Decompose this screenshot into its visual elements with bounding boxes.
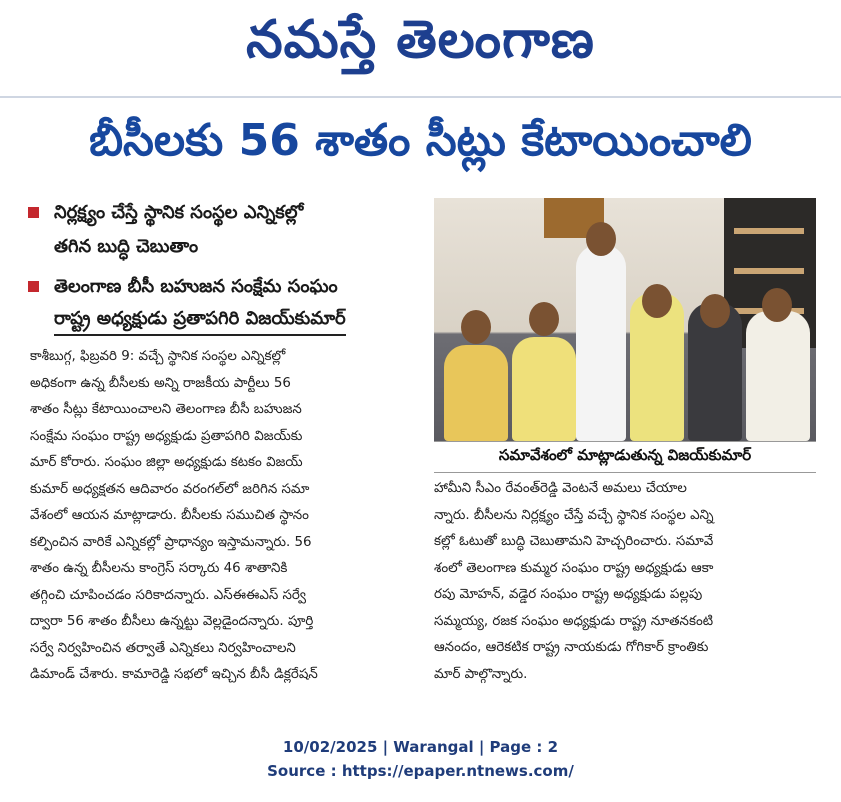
article-headline: బీసీలకు 56 శాతం సీట్లు కేటాయించాలి	[89, 115, 752, 166]
person-head	[586, 222, 616, 256]
masthead-title: నమస్తే తెలంగాణ	[246, 9, 595, 70]
body-line: వేశంలో ఆయన మాట్లాడారు. బీసీలకు సముచిత స్థానం	[30, 508, 309, 523]
person-head	[700, 294, 730, 328]
body-line: అధికంగా ఉన్న బీసీలకు అన్ని రాజకీయ పార్టీలు 56	[30, 375, 291, 391]
source-link[interactable]: Source : https://epaper.ntnews.com/	[267, 762, 574, 780]
body-line: కల్లో ఓటుతో బుద్ధి చెబుతామని హెచ్చరించారు. సమావే	[434, 534, 714, 549]
person-figure	[576, 245, 626, 441]
article-photo	[434, 198, 816, 441]
body-line: మార్ పాల్గొన్నారు.	[434, 666, 528, 682]
highlight-line: తెలంగాణ బీసీ బహుజన సంక్షేమ సంఘం	[54, 276, 338, 297]
body-line: కల్పించిన వారికే ఎన్నికల్లో ప్రాధాన్యం ఇస్తామన్నారు. 56	[30, 534, 312, 550]
person-figure	[746, 311, 810, 441]
edition-info: 10/02/2025 | Warangal | Page : 2	[282, 738, 559, 756]
person-head	[762, 288, 792, 322]
body-line: ద్వారా 56 శాతం బీసీలు ఉన్నట్టు వెల్లడైందన్నారు. పూర్తి	[30, 614, 314, 629]
body-line: శాతం ఉన్న బీసీలను కాంగ్రెస్ సర్కారు 46 శాతానికి	[30, 561, 288, 576]
article-body-right	[434, 476, 816, 688]
highlight-line: తగిన బుద్ధి చెబుతాం	[54, 236, 199, 257]
body-line: ఆనందం, ఆరెకటిక రాష్ట్ర నాయకుడు గోగికార్ క్రాంతికు	[434, 640, 709, 655]
news-clipping	[0, 96, 841, 724]
body-line: రపు మోహన్, వడ్డెర సంఘం రాష్ట్ర అధ్యక్షుడు పల్లపు	[434, 587, 703, 602]
body-line: తగ్గించి చూపించడం సరికాదన్నారు. ఎస్‌ఈఈఎస్ సర్వే	[30, 587, 306, 603]
body-line: శంలో తెలంగాణ కుమ్మర సంఘం రాష్ట్ర అధ్యక్షుడు ఆకా	[434, 560, 714, 576]
body-line: శాతం సీట్లు కేటాయించాలని తెలంగాణ బీసీ బహుజన	[30, 402, 302, 417]
person-figure	[444, 345, 508, 441]
person-figure	[512, 337, 576, 441]
person-head	[529, 302, 559, 336]
body-line: సర్వే నిర్వహించిన తర్వాతే ఎన్నికలు నిర్వహించాలని	[30, 640, 296, 656]
body-line: కాశీబుగ్గ, ఫిబ్రవరి 9: వచ్చే స్థానిక సంస్థల ఎన్నికల్లో	[30, 349, 286, 364]
highlight-line: రాష్ట్ర అధ్యక్షుడు ప్రతాపగిరి విజయ్‌కుమార్	[54, 304, 346, 336]
person-head	[461, 310, 491, 344]
page-footer	[0, 738, 841, 780]
highlight-item	[28, 270, 428, 336]
body-line: డిమాండ్ చేశారు. కామారెడ్డి సభలో ఇచ్చిన బీసీ డిక్లరేషన్	[30, 667, 318, 682]
body-line: కుమార్ అధ్యక్షతన ఆదివారం వరంగల్‌లో జరిగిన సమా	[30, 481, 310, 497]
body-line: సంక్షేమ సంఘం రాష్ట్ర అధ్యక్షుడు ప్రతాపగిరి విజయ్‌కు	[30, 428, 303, 444]
highlight-line: నిర్లక్ష్యం చేస్తే స్థానిక సంస్థల ఎన్నికల్లో	[54, 202, 304, 223]
highlight-item	[28, 196, 428, 264]
masthead-logo	[0, 0, 841, 92]
person-head	[642, 284, 672, 318]
body-line: మార్ కోరారు. సంఘం జిల్లా అధ్యక్షుడు కటకం విజయ్	[30, 455, 303, 470]
body-line: హామీని సీఎం రేవంత్‌రెడ్డి వెంటనే అమలు చేయాల	[434, 481, 687, 496]
photo-caption: సమావేశంలో మాట్లాడుతున్న విజయ్‌కుమార్	[434, 441, 816, 473]
bullet-square-icon	[28, 281, 39, 292]
bullet-square-icon	[28, 207, 39, 218]
body-line: సమ్మయ్య, రజక సంఘం అధ్యక్షుడు రాష్ట్ర నూతనకంటి	[434, 613, 714, 629]
article-body-left	[30, 344, 416, 689]
article-highlights	[28, 196, 428, 342]
body-line: న్నారు. బీసీలను నిర్లక్ష్యం చేస్తే వచ్చే స్థానిక సంస్థల ఎన్ని	[434, 507, 714, 523]
